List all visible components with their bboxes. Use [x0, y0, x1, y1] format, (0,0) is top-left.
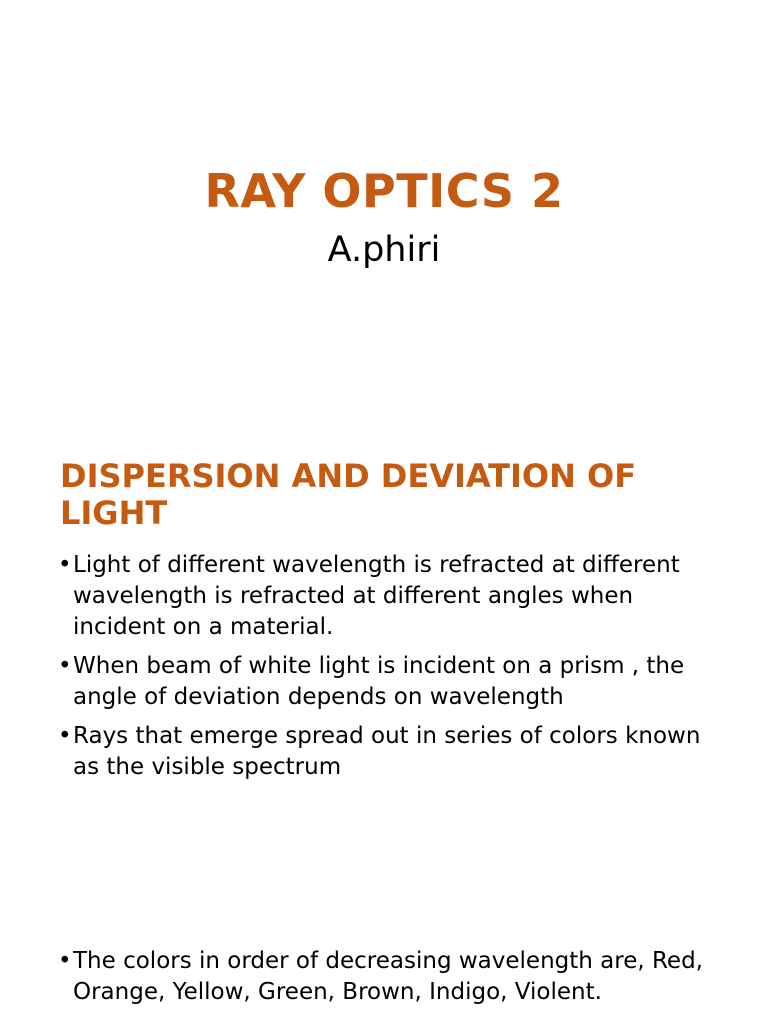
list-item	[58, 651, 718, 713]
title-slide	[0, 0, 768, 420]
bullet-text: When beam of white light is incident on a prism , the angle of deviation depends on wavelength	[73, 653, 685, 710]
bullet-text: Light of different wavelength is refracted at different wavelength is refracted at different angles when incident on a material.	[73, 552, 680, 640]
bullet-icon: •	[58, 552, 72, 578]
bullet-list	[58, 550, 718, 791]
bullet-text: Rays that emerge spread out in series of colors known as the visible spectrum	[73, 723, 701, 780]
list-item	[58, 946, 718, 1008]
slide-subtitle: A.phiri	[327, 230, 441, 270]
bullet-icon: •	[58, 723, 72, 749]
content-slide	[0, 420, 768, 1024]
bullet-icon: •	[58, 653, 72, 679]
bullet-icon: •	[58, 948, 72, 974]
list-item	[58, 721, 718, 783]
slide-title: RAY OPTICS 2	[204, 164, 564, 218]
bullet-text: The colors in order of decreasing wavelength are, Red, Orange, Yellow, Green, Brown, Indigo, Violent.	[73, 948, 703, 1005]
list-item	[58, 550, 718, 643]
bullet-list-lower	[58, 946, 718, 1016]
slide-heading: DISPERSION AND DEVIATION OF LIGHT	[60, 457, 637, 532]
